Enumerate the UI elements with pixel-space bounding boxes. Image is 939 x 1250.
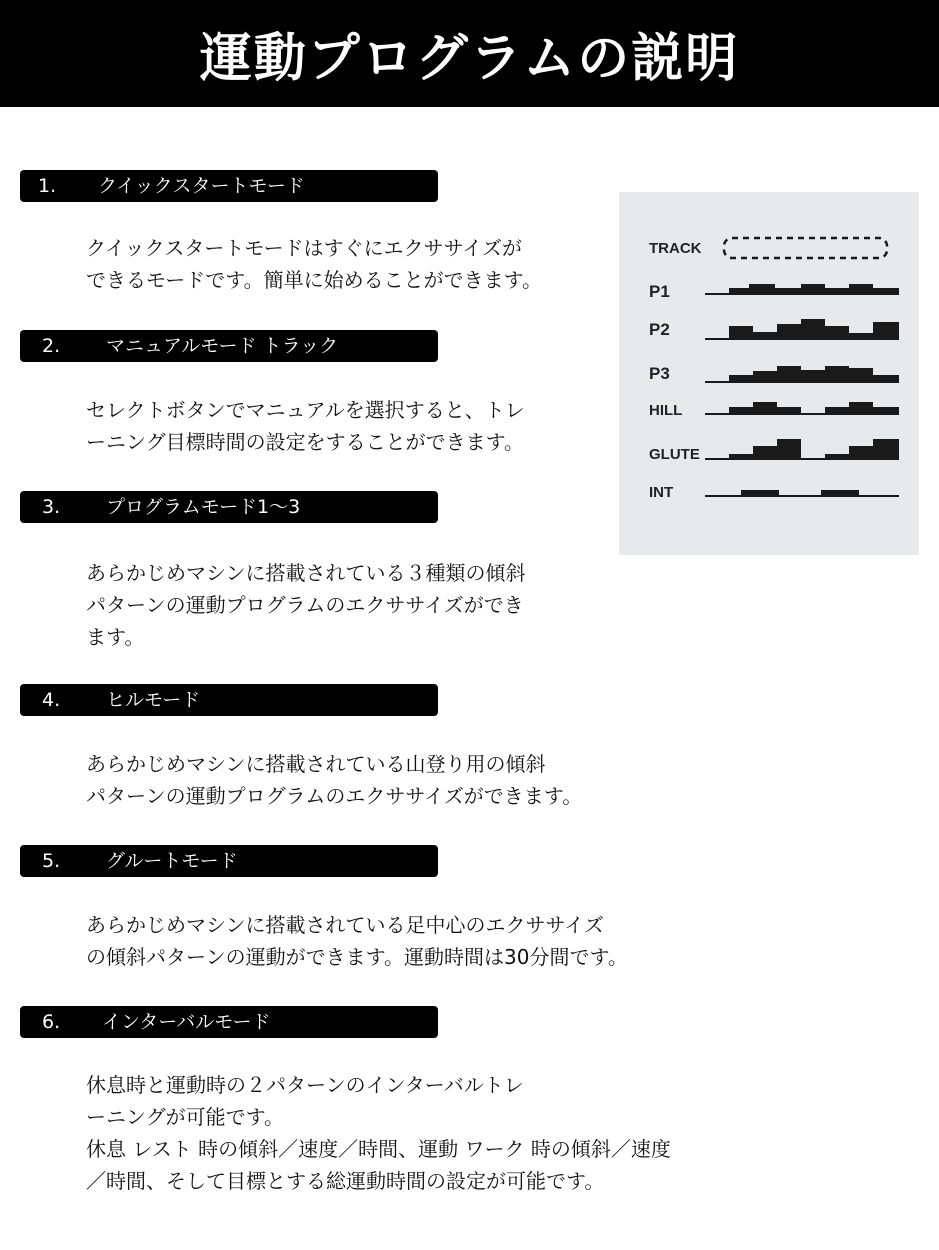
page-title: 運動プログラムの説明 — [199, 29, 740, 89]
section-header-1 — [20, 170, 438, 202]
body-line: クイックスタートモードはすぐにエクササイズが — [86, 236, 522, 260]
section-number: 3. — [42, 496, 61, 518]
page-header — [0, 0, 939, 107]
section-header-5 — [20, 845, 438, 877]
glute-profile-shape — [705, 439, 899, 460]
p3-profile-shape — [705, 366, 899, 383]
body-line: の傾斜パターンの運動ができます。運動時間は30分間です。 — [86, 945, 628, 969]
section-title: ヒルモード — [106, 689, 201, 711]
profile-label-glute: GLUTE — [649, 446, 700, 463]
body-line: ／時間、そして目標とする総運動時間の設定が可能です。 — [86, 1169, 605, 1193]
section-number: 5. — [42, 850, 61, 872]
program-profile-panel — [619, 192, 919, 555]
profile-label-int: INT — [649, 484, 674, 501]
section-title: プログラムモード1〜3 — [106, 496, 301, 518]
section-header-3 — [20, 491, 438, 523]
section-body-3 — [86, 557, 526, 653]
profile-label-hill: HILL — [649, 402, 683, 419]
section-title: クイックスタートモード — [98, 175, 305, 197]
body-line: 休息 レスト 時の傾斜／速度／時間、運動 ワーク 時の傾斜／速度 — [86, 1137, 671, 1161]
section-body-5 — [86, 909, 628, 973]
body-line: あらかじめマシンに搭載されている３種類の傾斜 — [86, 561, 526, 585]
section-header-6 — [20, 1006, 438, 1038]
section-body-2 — [86, 394, 525, 458]
section-title: マニュアルモード トラック — [106, 335, 339, 357]
body-line: できるモードです。簡単に始めることができます。 — [86, 268, 542, 292]
p2-profile-shape — [705, 319, 899, 340]
p1-profile-shape — [705, 284, 899, 295]
int-profile-shape — [705, 490, 899, 497]
profile-label-p2: P2 — [649, 320, 670, 339]
profile-label-track: TRACK — [649, 240, 702, 257]
section-body-1 — [86, 232, 542, 296]
body-line: ーニング目標時間の設定をすることができます。 — [86, 430, 524, 454]
section-body-6 — [86, 1069, 671, 1197]
section-title: インターバルモード — [102, 1011, 271, 1033]
section-number: 4. — [42, 689, 61, 711]
profile-label-p3: P3 — [649, 364, 670, 383]
body-line: あらかじめマシンに搭載されている山登り用の傾斜 — [86, 752, 546, 776]
section-header-2 — [20, 330, 438, 362]
body-line: セレクトボタンでマニュアルを選択すると、トレ — [86, 398, 525, 422]
section-number: 1. — [38, 175, 57, 197]
track-outline-shape — [724, 238, 887, 258]
body-line: 休息時と運動時の２パターンのインターバルトレ — [86, 1073, 524, 1097]
body-line: パターンの運動プログラムのエクササイズができます。 — [86, 784, 583, 808]
section-header-4 — [20, 684, 438, 716]
body-line: パターンの運動プログラムのエクササイズができ — [86, 593, 524, 617]
section-body-4 — [86, 748, 582, 812]
profile-label-p1: P1 — [649, 282, 670, 301]
hill-profile-shape — [705, 402, 899, 415]
section-title: グルートモード — [106, 850, 238, 872]
section-number: 6. — [42, 1011, 61, 1033]
body-line: ます。 — [86, 625, 145, 649]
body-line: ーニングが可能です。 — [86, 1105, 284, 1129]
section-number: 2. — [42, 335, 61, 357]
body-line: あらかじめマシンに搭載されている足中心のエクササイズ — [86, 913, 604, 937]
